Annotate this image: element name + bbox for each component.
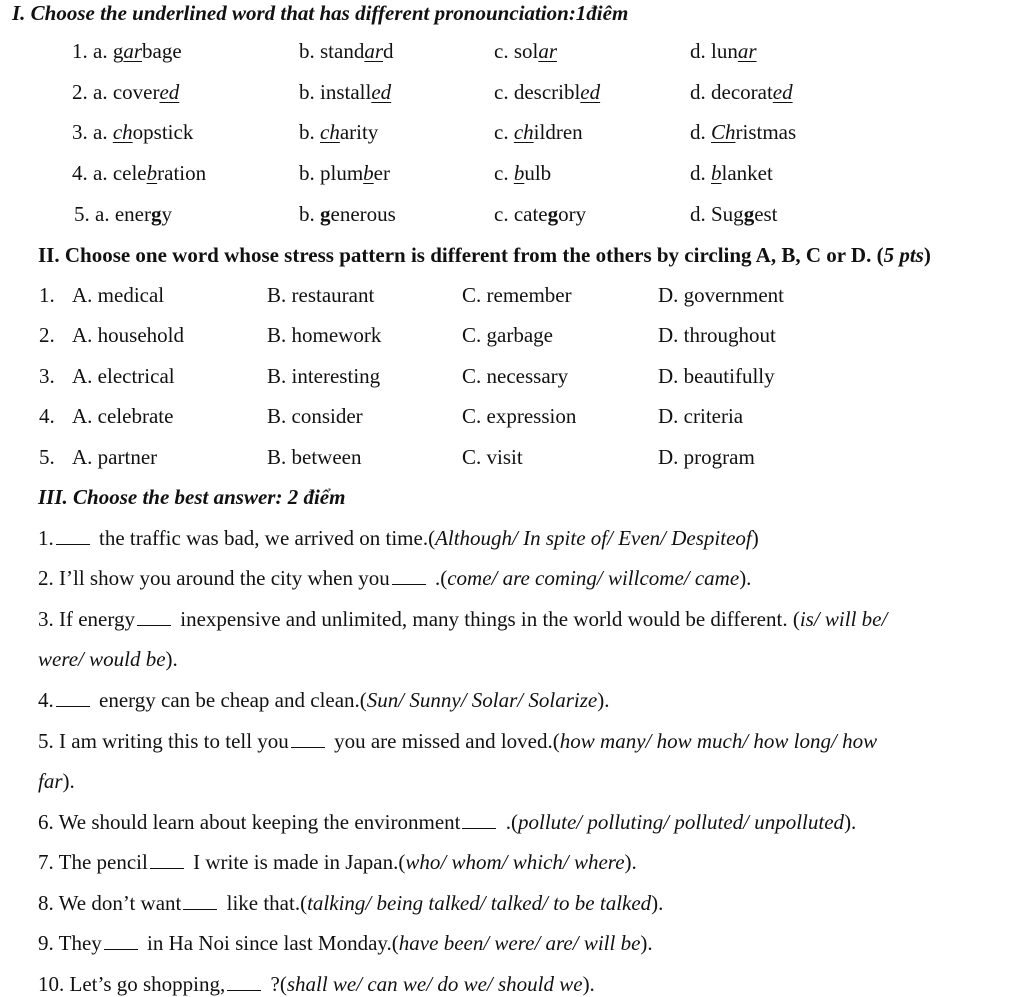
p3-q1: 1. the traffic was bad, we arrived on time.(Although/ In spite of/ Even/ Despiteof) <box>38 526 759 550</box>
p2-r1-b: B. restaurant <box>267 283 375 307</box>
p2-r3-c: C. necessary <box>462 364 569 388</box>
answer-blank[interactable] <box>462 811 496 829</box>
p1-r1-c: c. solar <box>494 39 558 63</box>
p3-q9: 9. They in Ha Noi since last Monday.(have been/ were/ are/ will be). <box>38 931 653 955</box>
p1-r1-a: 1. a. garbage <box>72 39 182 63</box>
answer-blank[interactable] <box>392 567 426 585</box>
p2-r5-a: A. partner <box>72 445 158 469</box>
p3-q2: 2. I’ll show you around the city when you .(come/ are coming/ willcome/ came). <box>38 566 752 590</box>
p2-r2-c: C. garbage <box>462 323 553 347</box>
p3-q10: 10. Let’s go shopping, ?(shall we/ can we/ do we/ should we). <box>38 972 595 996</box>
p1-r1-d: d. lunar <box>690 39 757 63</box>
answer-blank[interactable] <box>183 892 217 910</box>
part3-title: III. Choose the best answer: 2 điểm <box>38 485 346 509</box>
p2-r3-num: 3. <box>39 364 55 388</box>
answer-blank[interactable] <box>227 973 261 991</box>
p2-r3-a: A. electrical <box>72 364 175 388</box>
p2-r1-c: C. remember <box>462 283 572 307</box>
p2-r5-d: D. program <box>658 445 755 469</box>
p1-r4-c: c. bulb <box>494 161 552 185</box>
p2-r4-b: B. consider <box>267 404 363 428</box>
p1-r3-c: c. children <box>494 120 583 144</box>
p3-q8: 8. We don’t want like that.(talking/ being talked/ talked/ to be talked). <box>38 891 664 915</box>
p2-r2-b: B. homework <box>267 323 382 347</box>
p2-r5-num: 5. <box>39 445 55 469</box>
p2-r4-a: A. celebrate <box>72 404 174 428</box>
p2-r2-d: D. throughout <box>658 323 776 347</box>
p2-r2-a: A. household <box>72 323 184 347</box>
p2-r2-num: 2. <box>39 323 55 347</box>
p1-r2-c: c. describled <box>494 80 601 104</box>
p1-r5-c: c. category <box>494 202 587 226</box>
p3-q5-cont: far). <box>38 769 75 793</box>
p2-r5-c: C. visit <box>462 445 523 469</box>
p1-r4-b: b. plumber <box>299 161 390 185</box>
answer-blank[interactable] <box>56 527 90 545</box>
p1-r2-b: b. installed <box>299 80 392 104</box>
part2-title: II. Choose one word whose stress pattern is different from the others by circling A, B, C or D. (5 pts) <box>38 243 931 267</box>
answer-blank[interactable] <box>150 851 184 869</box>
p3-q3: 3. If energy inexpensive and unlimited, many things in the world would be different. (is/ will be/ <box>38 607 888 631</box>
p1-r3-d: d. Christmas <box>690 120 797 144</box>
p1-r2-a: 2. a. covered <box>72 80 180 104</box>
answer-blank[interactable] <box>137 608 171 626</box>
p3-q7: 7. The pencil I write is made in Japan.(who/ whom/ which/ where). <box>38 850 637 874</box>
p1-r5-b: b. generous <box>299 202 396 226</box>
p1-r5-d: d. Suggest <box>690 202 778 226</box>
answer-blank[interactable] <box>291 730 325 748</box>
p1-r5-a: 5. a. energy <box>74 202 172 226</box>
p3-q4: 4. energy can be cheap and clean.(Sun/ Sunny/ Solar/ Solarize). <box>38 688 610 712</box>
p2-r1-a: A. medical <box>72 283 165 307</box>
p2-r3-b: B. interesting <box>267 364 381 388</box>
answer-blank[interactable] <box>56 689 90 707</box>
p1-r3-b: b. charity <box>299 120 379 144</box>
p1-r3-a: 3. a. chopstick <box>72 120 194 144</box>
p2-r5-b: B. between <box>267 445 362 469</box>
p2-r1-num: 1. <box>39 283 55 307</box>
p2-r3-d: D. beautifully <box>658 364 775 388</box>
p2-r4-num: 4. <box>39 404 55 428</box>
p1-r4-d: d. blanket <box>690 161 773 185</box>
p1-r4-a: 4. a. celebration <box>72 161 207 185</box>
p3-q5: 5. I am writing this to tell you you are missed and loved.(how many/ how much/ how long/ how <box>38 729 878 753</box>
p2-r4-d: D. criteria <box>658 404 744 428</box>
answer-blank[interactable] <box>104 932 138 950</box>
part1-title: I. Choose the underlined word that has different pronounciation:1điêm <box>12 1 629 25</box>
p1-r1-b: b. standard <box>299 39 394 63</box>
p3-q3-cont: were/ would be). <box>38 647 178 671</box>
p2-r4-c: C. expression <box>462 404 577 428</box>
p1-r2-d: d. decorated <box>690 80 793 104</box>
p2-r1-d: D. government <box>658 283 784 307</box>
p3-q6: 6. We should learn about keeping the environment .(pollute/ polluting/ polluted/ unpolluted). <box>38 810 857 834</box>
